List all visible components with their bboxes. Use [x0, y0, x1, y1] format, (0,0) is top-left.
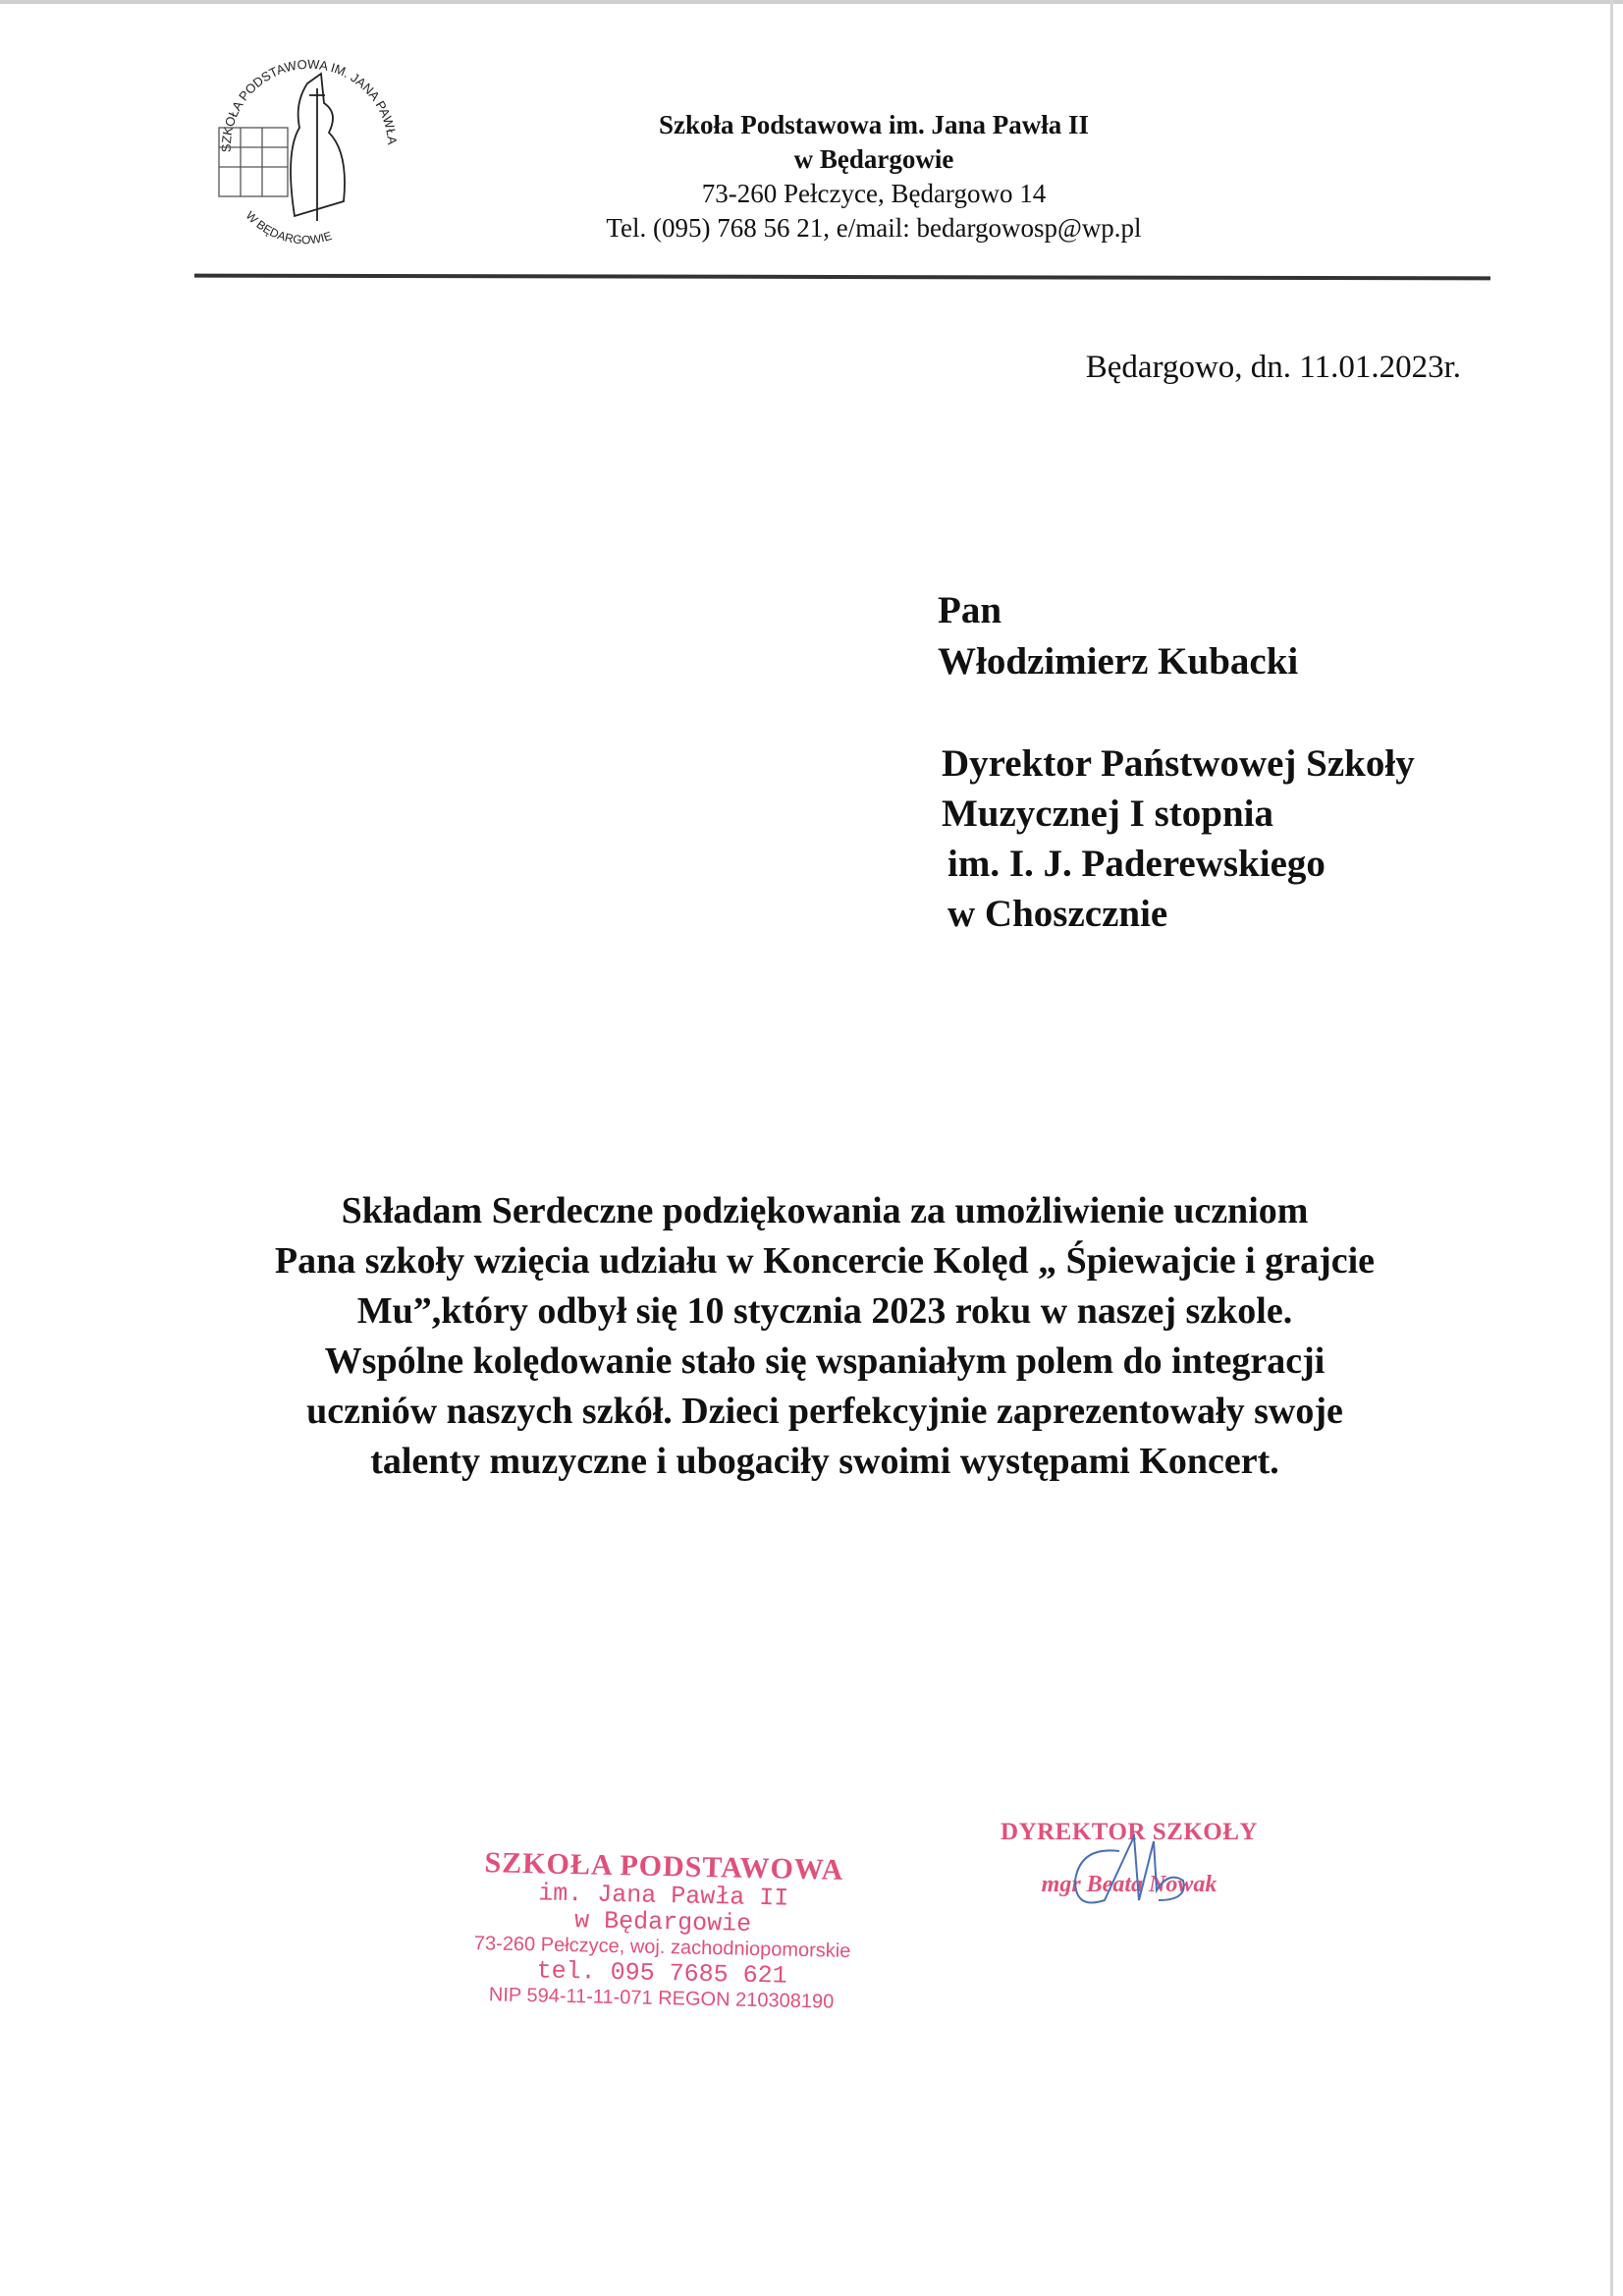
director-title: DYREKTOR SZKOŁY [1001, 1819, 1258, 1845]
school-contact: Tel. (095) 768 56 21, e/mail: bedargowosp@wp.pl [606, 213, 1142, 243]
handwritten-signature [1060, 1831, 1217, 1925]
director-name: mgr Beata Nowak [1041, 1872, 1217, 1897]
body-line: talenty muzyczne i ubogaciły swoimi występami Koncert. [370, 1441, 1279, 1482]
position-line: im. I. J. Paderewskiego [947, 843, 1325, 885]
school-stamp [460, 1847, 865, 2016]
body-line: Mu”,który odbył się 10 stycznia 2023 roku w naszej szkole. [356, 1290, 1293, 1332]
recipient [938, 585, 1298, 687]
letterhead-divider [194, 274, 1490, 281]
scan-edge-right [1610, 0, 1613, 2296]
letter-body [147, 1186, 1502, 1487]
stamp-line: SZKOŁA PODSTAWOWA [484, 1846, 844, 1886]
stamp-line: 73-260 Pełczyce, woj. zachodniopomorskie [473, 1932, 851, 1963]
school-logo [201, 34, 417, 260]
recipient-name: Włodzimierz Kubacki [938, 640, 1299, 683]
letterhead [442, 108, 1306, 246]
letter-date: Będargowo, dn. 11.01.2023r. [1085, 350, 1461, 385]
body-line: Wspólne kolędowanie stało się wspaniałym polem do integracji [324, 1340, 1325, 1382]
school-address: 73-260 Pełczyce, Będargowo 14 [701, 179, 1047, 208]
body-line: uczniów naszych szkół. Dzieci perfekcyjnie zaprezentowały swoje [306, 1391, 1343, 1432]
position-line: Muzycznej I stopnia [942, 793, 1273, 835]
svg-text:SZKOŁA PODSTAWOWA IM. JANA PAW: SZKOŁA PODSTAWOWA IM. JANA PAWŁA [218, 56, 401, 153]
stamp-line: im. Jana Pawła II [537, 1879, 789, 1913]
position-line: Dyrektor Państwowej Szkoły [942, 742, 1415, 785]
stamp-line: tel. 095 7685 621 [536, 1956, 787, 1991]
svg-text:W BĘDARGOWIE: W BĘDARGOWIE [243, 208, 334, 247]
body-line: Składam Serdeczne podziękowania za umożliwienie uczniom [341, 1190, 1309, 1231]
stamp-line: w Będargowie [573, 1906, 752, 1939]
school-location: w Będargowie [793, 144, 954, 174]
body-line: Pana szkoły wzięcia udziału w Koncercie Kolęd „ Śpiewajcie i grajcie [274, 1240, 1376, 1282]
school-name: Szkoła Podstawowa im. Jana Pawła II [658, 110, 1090, 139]
scan-edge-top [0, 0, 1623, 4]
position-line: w Choszcznie [947, 893, 1168, 935]
stamp-line: NIP 594-11-11-071 REGON 210308190 [488, 1984, 835, 2013]
recipient-salutation: Pan [938, 589, 1002, 631]
recipient-position [942, 738, 1415, 939]
